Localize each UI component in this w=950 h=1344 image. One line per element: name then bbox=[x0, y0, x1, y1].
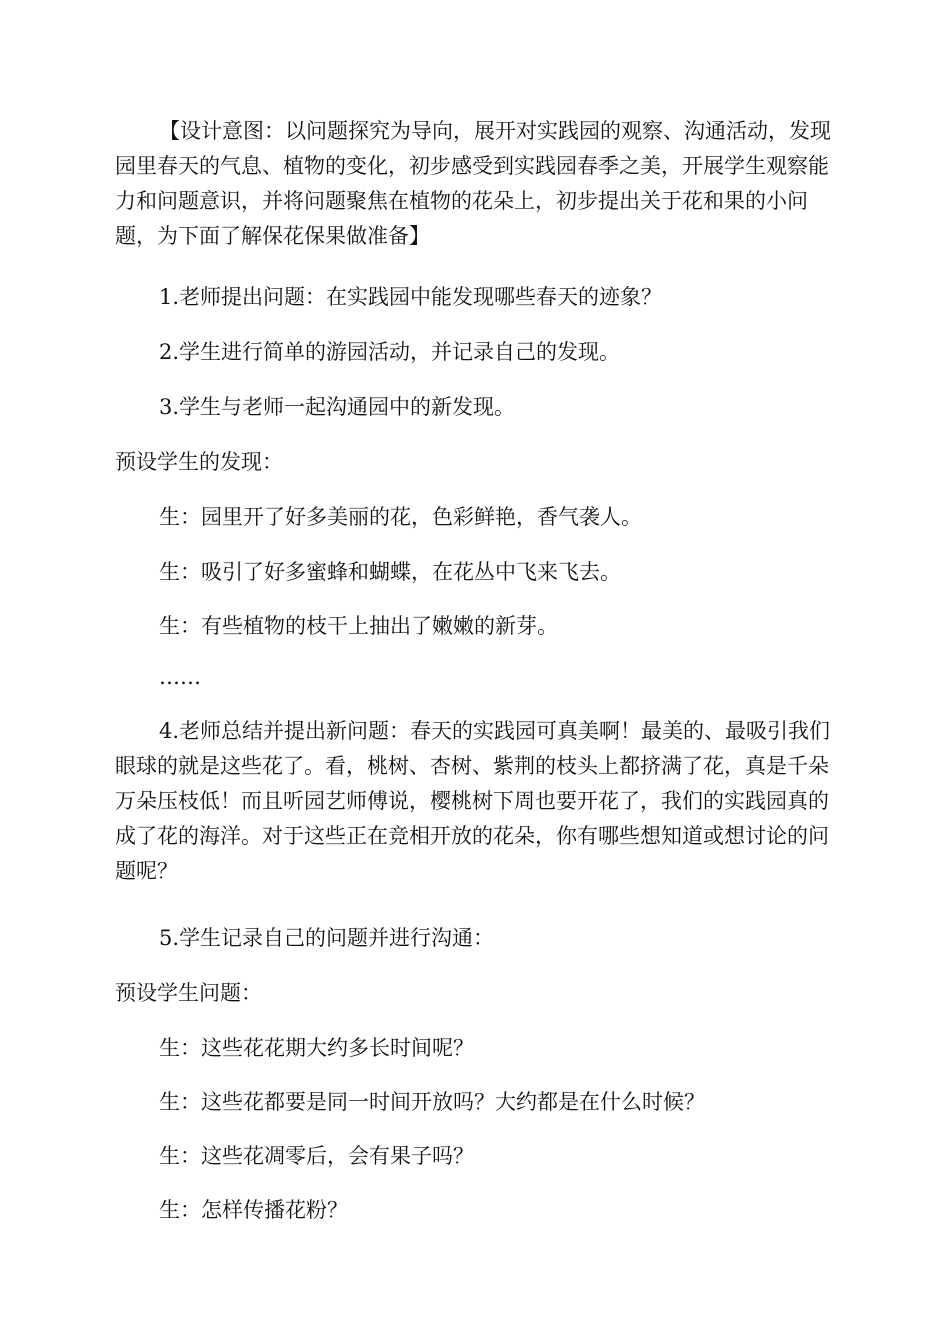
finding-item: 生：有些植物的枝干上抽出了嫩嫩的新芽。 bbox=[159, 614, 558, 638]
step-1-paragraph: 1.老师提出问题：在实践园中能发现哪些春天的迹象？ bbox=[159, 285, 663, 309]
question-item: 生：这些花凋零后，会有果子吗？ bbox=[159, 1144, 474, 1168]
design-intent-paragraph: 【设计意图：以问题探究为导向，展开对实践园的观察、沟通活动，发现园里春天的气息、植物的变化，初步感受到实践园春季之美，开展学生观察能力和问题意识，并将问题聚焦在植物的花朵上，初步提出关于花和果的小问题，为下面了解保花保果做准备】 bbox=[115, 119, 831, 248]
finding-item: 生：吸引了好多蜜蜂和蝴蝶，在花丛中飞来飞去。 bbox=[159, 560, 621, 584]
question-item: 生：这些花花期大约多长时间呢？ bbox=[159, 1036, 474, 1060]
preset-questions-label: 预设学生问题： bbox=[115, 981, 262, 1005]
finding-item: 生：园里开了好多美丽的花，色彩鲜艳，香气袭人。 bbox=[159, 505, 642, 529]
step-3-paragraph: 3.学生与老师一起沟通园中的新发现。 bbox=[159, 395, 516, 419]
ellipsis-text: …… bbox=[159, 665, 201, 689]
step-5-paragraph: 5.学生记录自己的问题并进行沟通： bbox=[159, 926, 495, 950]
preset-findings-label: 预设学生的发现： bbox=[115, 450, 283, 474]
step-4-paragraph: 4.老师总结并提出新问题：春天的实践园可真美啊！最美的、最吸引我们眼球的就是这些花了。看，桃树、杏树、紫荆的枝头上都挤满了花，真是千朵万朵压枝低！而且听园艺师傅说，樱桃树下周也要开花了，我们的实践园真的成了花的海洋。对于这些正在竞相开放的花朵，你有哪些想知道或想讨论的问题呢？ bbox=[115, 719, 831, 883]
question-item: 生：怎样传播花粉？ bbox=[159, 1198, 348, 1222]
step-2-paragraph: 2.学生进行简单的游园活动，并记录自己的发现。 bbox=[159, 340, 621, 364]
question-item: 生：这些花都要是同一时间开放吗？大约都是在什么时候？ bbox=[159, 1090, 705, 1114]
